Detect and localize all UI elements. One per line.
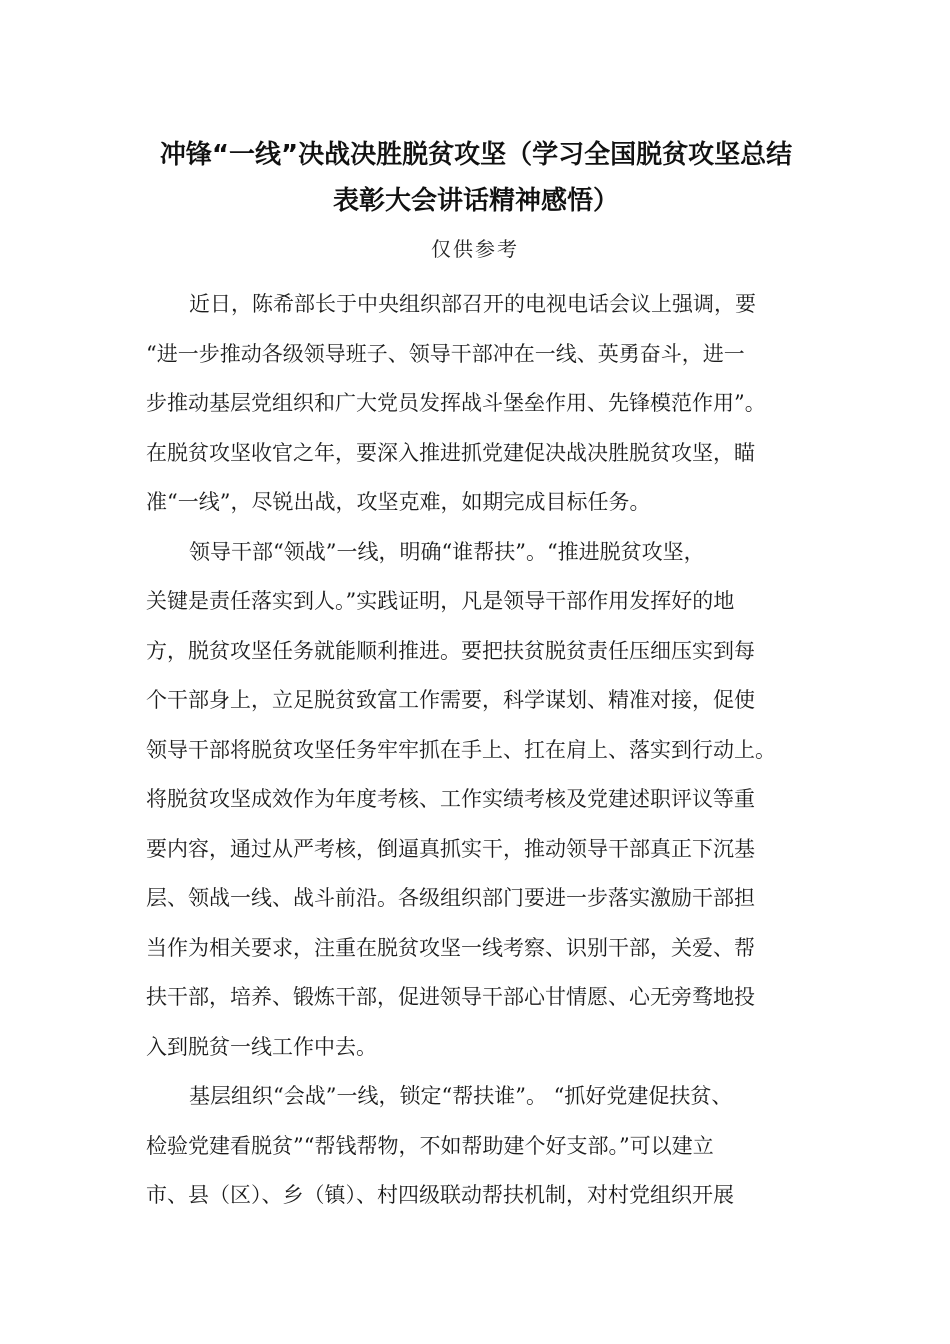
text-line: 检验党建看脱贫”“帮钱帮物，不如帮助建个好支部。”可以建立: [146, 1133, 714, 1158]
paragraph-leaders: [146, 528, 846, 1073]
text-line: 步推动基层党组织和广大党员发挥战斗堡垒作用、先锋模范作用”。: [146, 391, 766, 415]
text-line: 领导干部将脱贫攻坚任务牢牢抓在手上、扛在肩上、落实到行动上。: [146, 737, 776, 762]
text-line: 近日，陈希部长于中央组织部召开的电视电话会议上强调，要: [189, 292, 756, 316]
text-line: 市、县（区）、乡（镇）、村四级联动帮扶机制，对村党组织开展: [146, 1183, 734, 1207]
paragraph-grassroots: [146, 1072, 846, 1221]
text-line: 领导干部“领战”一线，明确“谁帮扶”。“推进脱贫攻坚，: [189, 539, 705, 564]
text-line: 层、领战一线、战斗前沿。各级组织部门要进一步落实激励干部担: [146, 886, 755, 910]
text-line: 当作为相关要求，注重在脱贫攻坚一线考察、识别干部，关爱、帮: [146, 935, 755, 960]
paragraph-intro: [146, 280, 846, 528]
text-line: 准“一线”，尽锐出战，攻坚克难，如期完成目标任务。: [146, 490, 651, 514]
text-line: “进一步推动各级领导班子、领导干部冲在一线、英勇奋斗，进一: [146, 341, 745, 366]
text-line: 方，脱贫攻坚任务就能顺利推进。要把扶贫脱贫责任压细压实到每: [146, 638, 755, 663]
document-body: [146, 280, 846, 1221]
text-line: 关键是责任落实到人。”实践证明，凡是领导干部作用发挥好的地: [146, 589, 735, 613]
text-line: 扶干部，培养、锻炼干部，促进领导干部心甘情愿、心无旁骛地投: [146, 985, 755, 1009]
document-title: [120, 132, 832, 224]
document-subtitle: 仅供参考: [431, 237, 519, 261]
text-line: 基层组织“会战”一线，锁定“帮扶谁”。 “抓好党建促扶贫、: [189, 1084, 733, 1108]
text-line: 将脱贫攻坚成效作为年度考核、工作实绩考核及党建述职评议等重: [146, 787, 755, 811]
text-line: 个干部身上，立足脱贫致富工作需要，科学谋划、精准对接，促使: [146, 688, 755, 712]
text-line: 入到脱贫一线工作中去。: [146, 1034, 377, 1059]
text-line: 要内容，通过从严考核，倒逼真抓实干，推动领导干部真正下沉基: [146, 836, 755, 861]
title-line-1: 冲锋“一线”决战决胜脱贫攻坚（学习全国脱贫攻坚总结: [159, 140, 793, 170]
title-line-2: 表彰大会讲话精神感悟）: [332, 186, 619, 216]
text-line: 在脱贫攻坚收官之年，要深入推进抓党建促决战决胜脱贫攻坚，瞄: [146, 440, 755, 465]
